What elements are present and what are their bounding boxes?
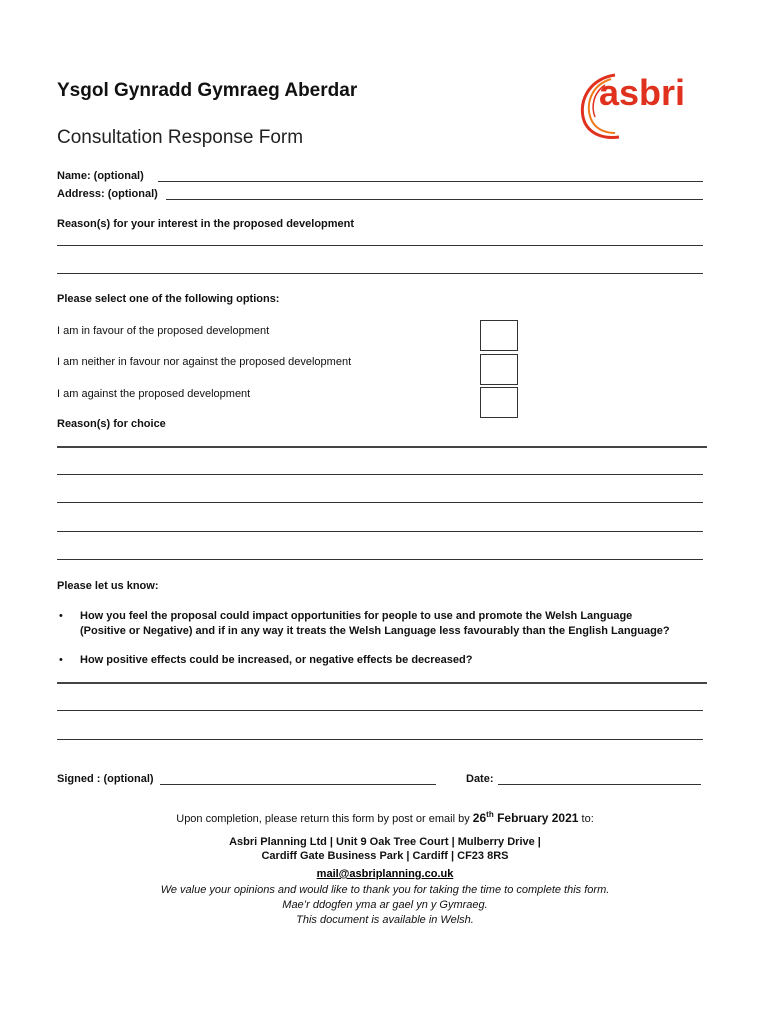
reason-line-4[interactable]	[57, 559, 703, 560]
reason-line-2[interactable]	[57, 502, 703, 503]
welsh-text: Mae’r ddogfen yma ar gael yn y Gymraeg.	[282, 899, 488, 911]
bullet-2: How positive effects could be increased, or negative effects be decreased?	[80, 654, 473, 666]
divider	[57, 446, 707, 448]
divider	[57, 682, 707, 684]
email-container	[0, 864, 770, 882]
reasons-label: Reason(s) for choice	[57, 418, 166, 430]
impact-line-2[interactable]	[57, 739, 703, 740]
reason-line-3[interactable]	[57, 531, 703, 532]
neither-checkbox[interactable]	[480, 354, 518, 385]
address-field[interactable]	[166, 199, 703, 200]
reason-line-1[interactable]	[57, 474, 703, 475]
options-heading: Please select one of the following options:	[57, 293, 280, 305]
interest-line-2[interactable]	[57, 273, 703, 274]
option-against-label: I am against the proposed development	[57, 388, 251, 400]
page-title: Ysgol Gynradd Gymraeg Aberdar	[57, 80, 358, 101]
signature-field[interactable]	[160, 784, 436, 785]
address-line-1: Asbri Planning Ltd | Unit 9 Oak Tree Court | Mulberry Drive |	[229, 836, 541, 848]
return-sup: th	[486, 810, 494, 819]
email-link[interactable]: mail@asbriplanning.co.uk	[316, 868, 454, 880]
return-suffix: to:	[581, 813, 594, 825]
impact-line-1[interactable]	[57, 710, 703, 711]
swoosh-icon	[575, 65, 703, 140]
bullet-1-line-2: (Positive or Negative) and if in any way it treats the Welsh Language less favourably than the English Language?	[80, 625, 670, 637]
date-label: Date:	[466, 773, 494, 785]
address-line-2: Cardiff Gate Business Park | Cardiff | CF23 8RS	[261, 850, 509, 862]
against-checkbox[interactable]	[480, 387, 518, 418]
form-subtitle: Consultation Response Form	[57, 127, 304, 148]
bullet-1-line-1: How you feel the proposal could impact opportunities for people to use and promote the Welsh Language	[80, 610, 633, 622]
let-us-know-heading: Please let us know:	[57, 580, 159, 592]
bullet-icon: •	[59, 654, 63, 666]
return-instructions	[0, 810, 770, 825]
address-label: Address: (optional)	[57, 188, 158, 200]
logo-text: asbri	[599, 72, 686, 113]
bullet-icon: •	[59, 610, 63, 622]
name-label: Name: (optional)	[57, 170, 144, 182]
date-field[interactable]	[498, 784, 701, 785]
name-field[interactable]	[158, 181, 703, 182]
interest-label: Reason(s) for your interest in the proposed development	[57, 218, 355, 230]
thanks-text: We value your opinions and would like to thank you for taking the time to complete this form.	[160, 884, 610, 896]
welsh-available-text: This document is available in Welsh.	[296, 914, 474, 926]
return-date: February 2021	[497, 811, 579, 825]
interest-line-1[interactable]	[57, 245, 703, 246]
option-neither-label: I am neither in favour nor against the proposed development	[57, 356, 352, 368]
option-favour-label: I am in favour of the proposed development	[57, 325, 270, 337]
return-prefix: Upon completion, please return this form by post or email by	[176, 813, 470, 825]
return-day: 26	[472, 811, 487, 825]
favour-checkbox[interactable]	[480, 320, 518, 351]
signed-label: Signed : (optional)	[57, 773, 154, 785]
asbri-logo	[575, 65, 703, 140]
